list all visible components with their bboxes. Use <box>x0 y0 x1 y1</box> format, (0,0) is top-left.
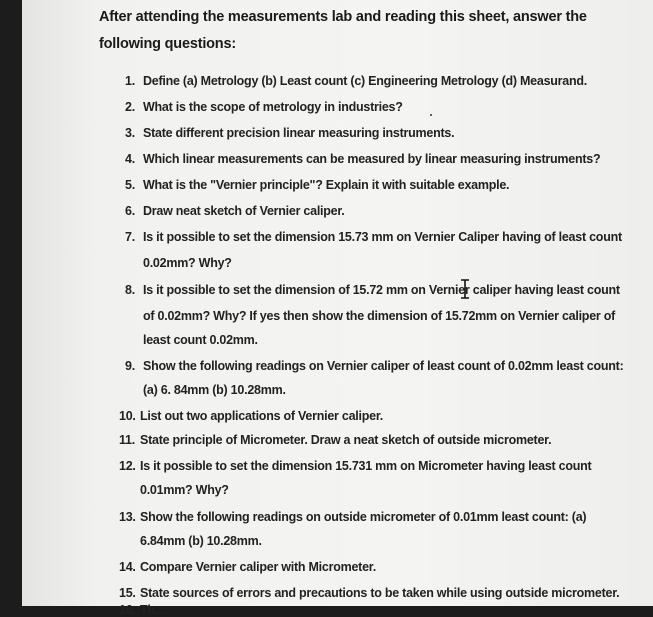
question-text-line: 0.01mm? Why? <box>140 483 229 497</box>
question-number: 8. <box>125 283 135 297</box>
question-number: 10. <box>119 409 136 423</box>
question-number: 16. <box>119 603 136 617</box>
question-text-line: Define (a) Metrology (b) Least count (c) Engineering Metrology (d) Measurand. <box>143 74 587 88</box>
question-text-line: least count 0.02mm. <box>143 333 258 347</box>
question-number: 4. <box>125 152 135 166</box>
question-text-line: What is the scope of metrology in industries? <box>143 100 403 114</box>
stray-mark <box>430 114 432 116</box>
question-number: 11. <box>119 433 135 447</box>
question-text-line: Is it possible to set the dimension of 15.72 mm on Vernier caliper having least count <box>143 283 620 297</box>
question-text-line: 0.02mm? Why? <box>143 256 232 270</box>
question-text-line: of 0.02mm? Why? If yes then show the dimension of 15.72mm on Vernier caliper of <box>143 309 616 323</box>
question-text-line: 6.84mm (b) 10.28mm. <box>140 534 262 548</box>
question-number: 14. <box>119 560 136 574</box>
question-number: 9. <box>125 359 135 373</box>
question-number: 1. <box>125 74 135 88</box>
question-number: 15. <box>119 586 136 600</box>
question-text-line: List out two applications of Vernier caliper. <box>140 409 383 423</box>
question-text-line: (a) 6. 84mm (b) 10.28mm. <box>143 383 286 397</box>
question-text-line: Compare Vernier caliper with Micrometer. <box>140 560 376 574</box>
worksheet-page <box>22 0 653 617</box>
question-number: 3. <box>125 126 135 140</box>
question-text-line: State different precision linear measuring instruments. <box>143 126 455 140</box>
question-text-line: Is it possible to set the dimension 15.73 mm on Vernier Caliper having of least count <box>143 230 622 244</box>
question-text-line: Which linear measurements can be measured by linear measuring instruments? <box>143 152 601 166</box>
question-text-line: State sources of errors and precautions to be taken while using outside micrometer. <box>140 586 620 600</box>
question-number: 12. <box>119 459 136 473</box>
question-text-line: Is it possible to set the dimension 15.731 mm on Micrometer having least count <box>140 459 592 473</box>
question-text-line: Th... <box>140 603 165 617</box>
question-number: 5. <box>125 178 135 192</box>
question-text-line: Show the following readings on outside micrometer of 0.01mm least count: (a) <box>140 510 587 524</box>
question-text-line: Draw neat sketch of Vernier caliper. <box>143 204 345 218</box>
question-number: 13. <box>119 510 136 524</box>
text-cursor-icon <box>459 279 471 299</box>
question-text-line: State principle of Micrometer. Draw a neat sketch of outside micrometer. <box>140 433 552 447</box>
question-number: 2. <box>125 100 135 114</box>
question-text-line: What is the "Vernier principle"? Explain it with suitable example. <box>143 178 510 192</box>
question-number: 6. <box>125 204 135 218</box>
question-text-line: Show the following readings on Vernier caliper of least count of 0.02mm least count: <box>143 359 624 373</box>
question-number: 7. <box>125 230 135 244</box>
intro-text: After attending the measurements lab and reading this sheet, answer the following questions: <box>99 9 587 52</box>
